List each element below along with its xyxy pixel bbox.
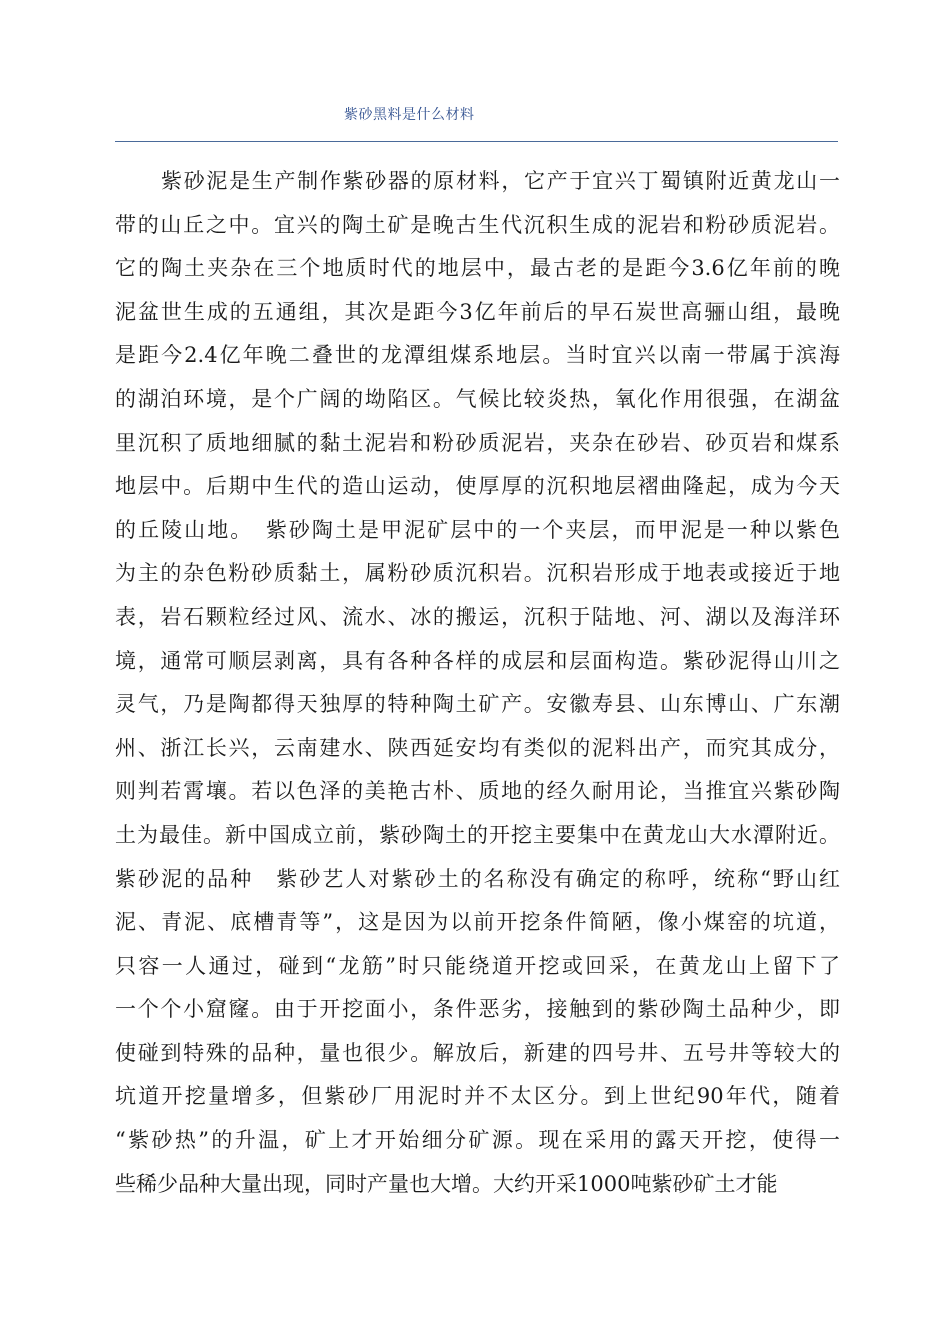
paragraph-line: 为主的杂色粉砂质黏土，属粉砂质沉积岩。沉积岩形成于地表或接近于地 [115,561,840,586]
paragraph-line: 则判若霄壤。若以色泽的美艳古朴、质地的经久耐用论，当推宜兴紫砂陶 [115,779,840,804]
document-body [115,160,840,1206]
paragraph-line: 它的陶土夹杂在三个地质时代的地层中，最古老的是距今3.6亿年前的晚 [115,256,840,281]
paragraph-line: 些稀少品种大量出现，同时产量也大增。大约开采1000吨紫砂矿土才能 [115,1171,778,1196]
paragraph-line: 坑道开挖量增多，但紫砂厂用泥时并不太区分。到上世纪90年代，随着 [115,1084,840,1109]
page-header [0,0,950,146]
paragraph-line: 里沉积了质地细腻的黏土泥岩和粉砂质泥岩，夹杂在砂岩、砂页岩和煤系 [115,430,840,455]
paragraph-line: 土为最佳。新中国成立前，紫砂陶土的开挖主要集中在黄龙山大水潭附近。 [115,822,840,847]
document-title: 紫砂黑料是什么材料 [344,107,475,123]
paragraph-line: “紫砂热”的升温，矿上才开始细分矿源。现在采用的露天开挖，使得一 [115,1128,840,1153]
paragraph-line: 是距今2.4亿年晚二叠世的龙潭组煤系地层。当时宜兴以南一带属于滨海 [115,343,840,368]
paragraph-line: 紫砂泥是生产制作紫砂器的原材料，它产于宜兴丁蜀镇附近黄龙山一 [161,169,840,193]
header-divider [115,141,838,142]
paragraph-line: 一个个小窟窿。由于开挖面小，条件恶劣，接触到的紫砂陶土品种少，即 [115,997,840,1022]
paragraph-line: 使碰到特殊的品种，量也很少。解放后，新建的四号井、五号井等较大的 [115,1040,840,1065]
paragraph-line: 表，岩石颗粒经过风、流水、冰的搬运，沉积于陆地、河、湖以及海洋环 [115,604,840,629]
paragraph-line: 只容一人通过，碰到“龙筋”时只能绕道开挖或回采，在黄龙山上留下了 [115,953,840,978]
paragraph-line: 带的山丘之中。宜兴的陶土矿是晚古生代沉积生成的泥岩和粉砂质泥岩。 [115,212,840,237]
paragraph-line: 的丘陵山地。 紫砂陶土是甲泥矿层中的一个夹层，而甲泥是一种以紫色 [115,517,840,542]
paragraph-line: 地层中。后期中生代的造山运动，使厚厚的沉积地层褶曲隆起，成为今天 [115,474,840,499]
paragraph-line: 泥盆世生成的五通组，其次是距今3亿年前后的早石炭世高骊山组，最晚 [115,299,840,324]
paragraph-line: 灵气，乃是陶都得天独厚的特种陶土矿产。安徽寿县、山东博山、广东潮 [115,692,840,717]
paragraph-line: 紫砂泥的品种 紫砂艺人对紫砂土的名称没有确定的称呼，统称“野山红 [115,866,840,891]
paragraph-line: 的湖泊环境，是个广阔的坳陷区。气候比较炎热，氧化作用很强，在湖盆 [115,386,840,411]
paragraph-line: 境，通常可顺层剥离，具有各种各样的成层和层面构造。紫砂泥得山川之 [115,648,840,673]
paragraph-line: 泥、青泥、底槽青等”，这是因为以前开挖条件简陋，像小煤窑的坑道， [115,910,840,935]
paragraph-line: 州、浙江长兴，云南建水、陕西延安均有类似的泥料出产，而究其成分， [115,735,840,760]
